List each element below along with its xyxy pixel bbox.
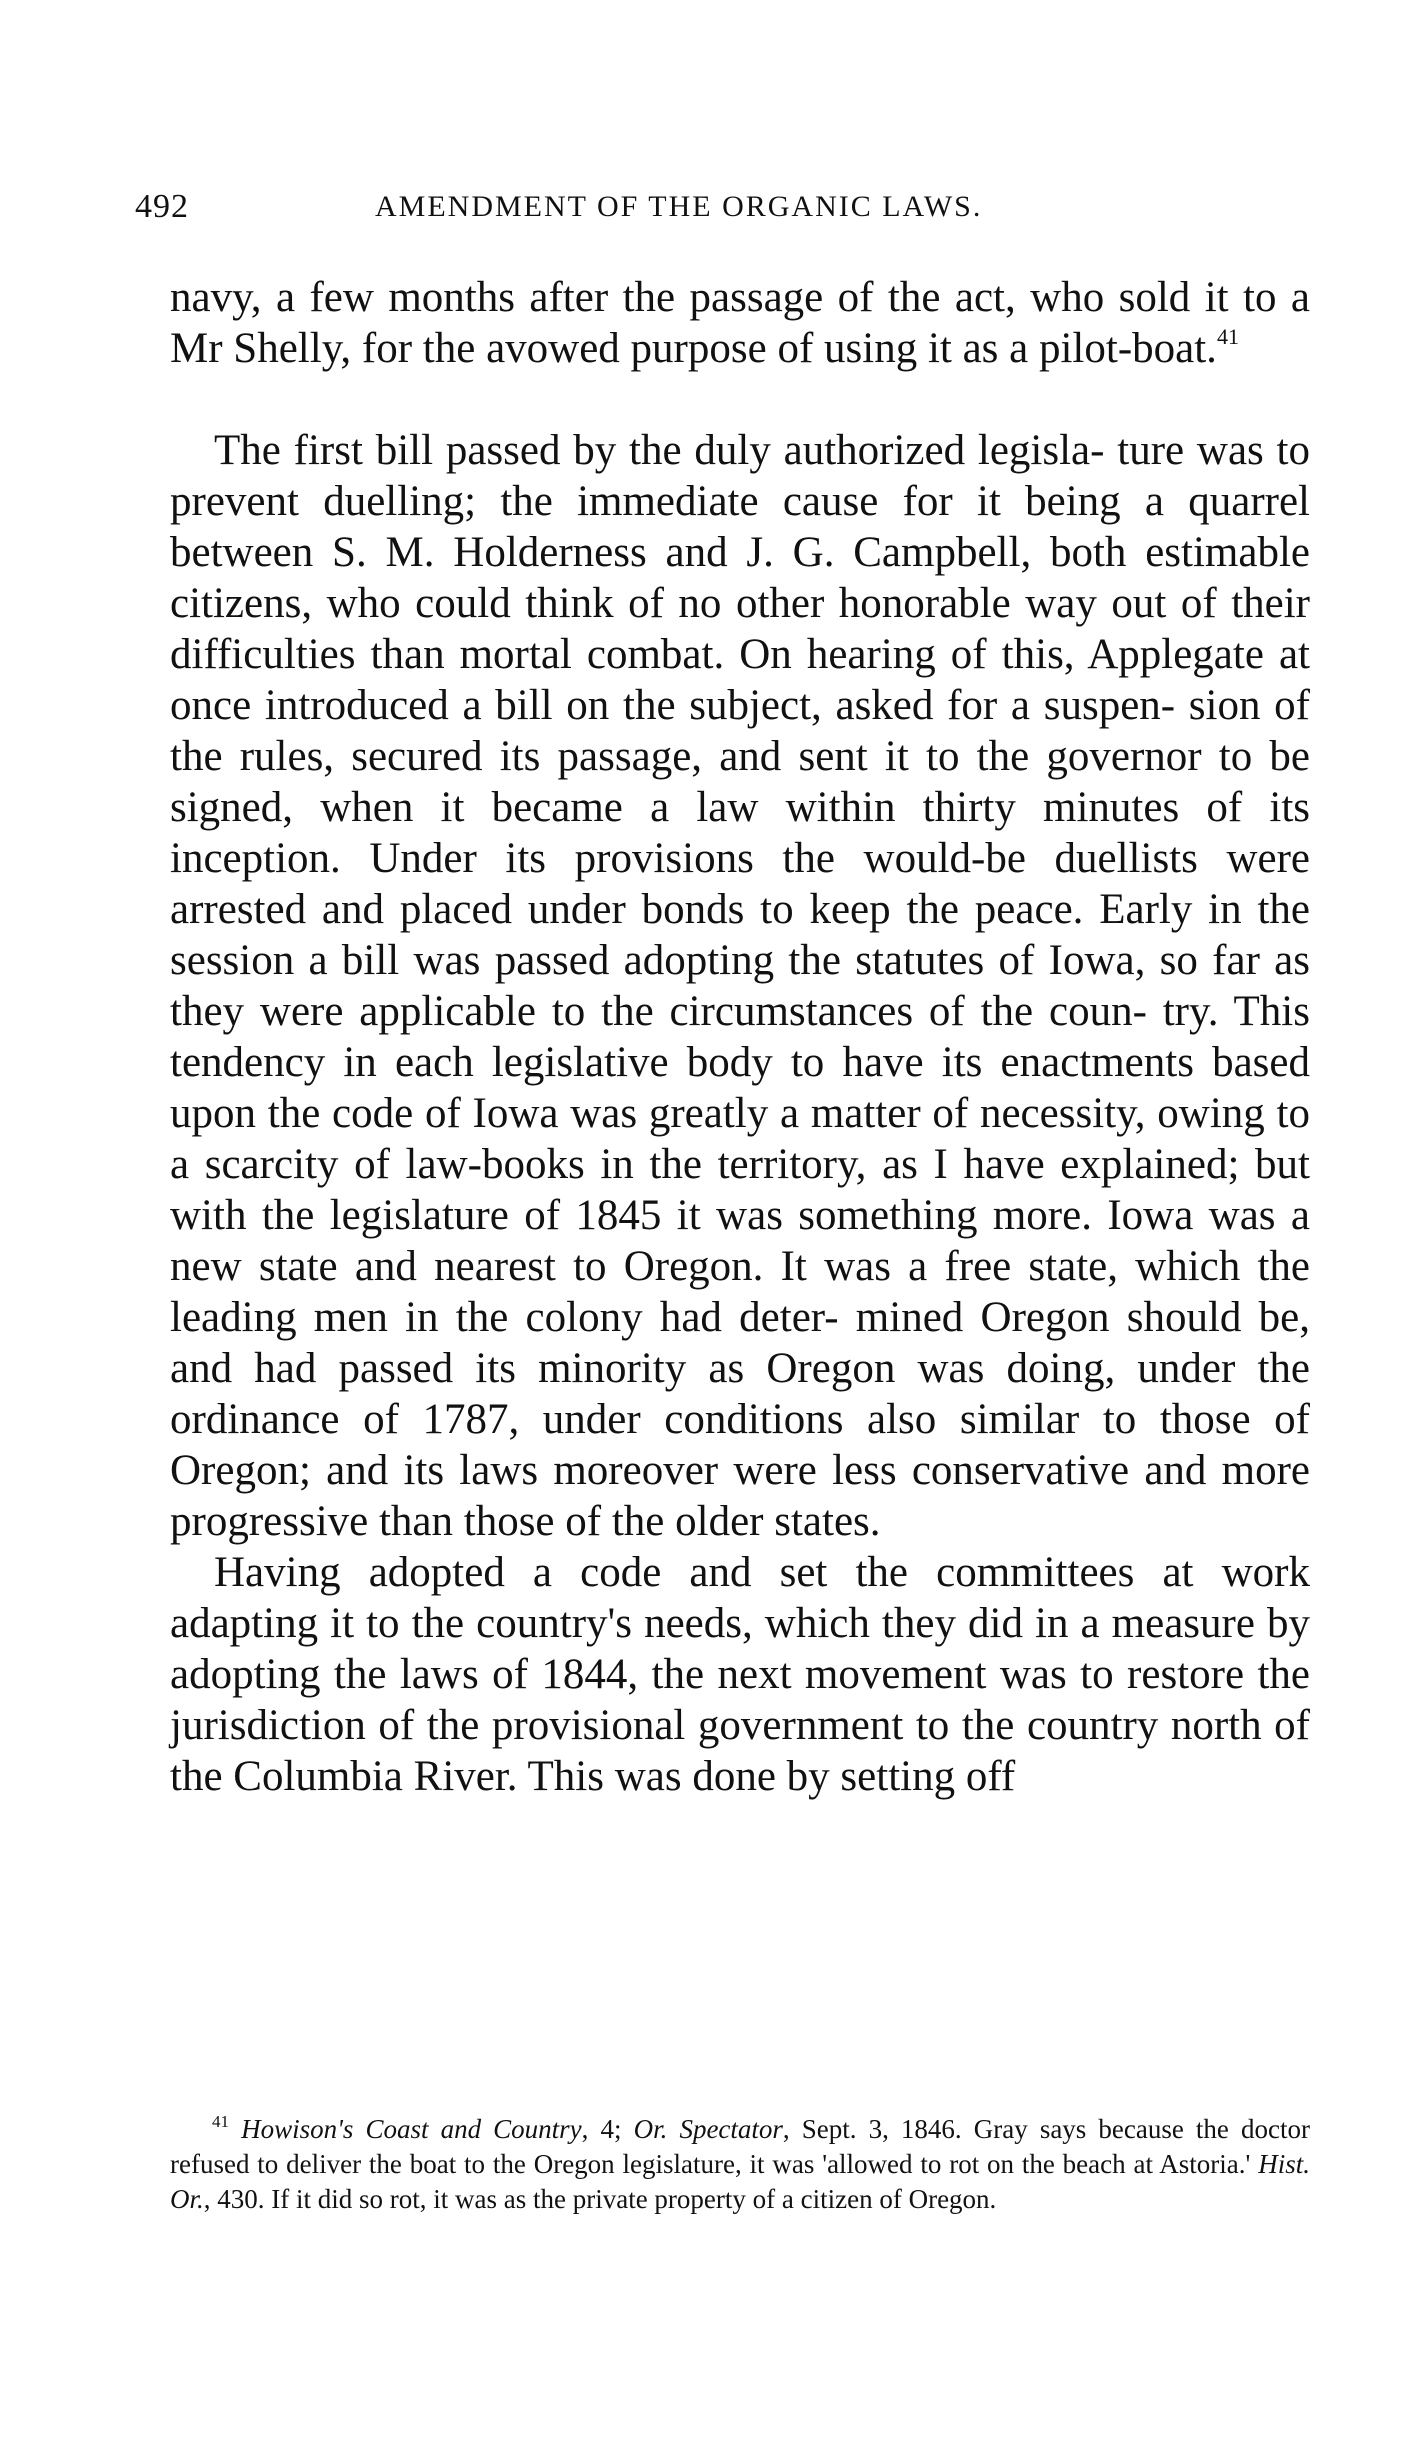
page-header bbox=[135, 188, 1310, 238]
footnote-reference: 41 bbox=[1216, 324, 1239, 349]
footnotes bbox=[170, 2112, 1310, 2217]
footnote-text-3: , 430. If it did so rot, it was as the private property of a citizen of Oregon. bbox=[203, 2184, 997, 2214]
paragraph-duelling-bill: The first bill passed by the duly authorized legisla- ture was to prevent duelling; the immediate cause for it being a quarrel between S. M. Holderness and J. G. Campbell, both estimable citizens, who could think of no other honorable way out of their difficulties than mortal combat. On hearing of this, Applegate at once introduced a bill on the subject, asked for a suspen- sion of the rules, secured its passage, and sent it to the governor to be signed, when it became a law within thirty minutes of its inception. Under its provisions the would-be duellists were arrested and placed under bonds to keep the peace. Early in the session a bill was passed adopting the statutes of Iowa, so far as they were applicable to the circumstances of the coun- try. This tendency in each legislative body to have its enactments based upon the code of Iowa was greatly a matter of necessity, owing to a scarcity of law-books in the territory, as I have explained; but with the legislature of 1845 it was something more. Iowa was a new state and nearest to Oregon. It was a free state, which the leading men in the colony had deter- mined Oregon should be, and had passed its minority as Oregon was doing, under the ordinance of 1787, under conditions also similar to those of Oregon; and its laws moreover were less conservative and more progressive than those of the older states. bbox=[170, 427, 1310, 1545]
footnote-source-spectator: Or. Spectator bbox=[633, 2114, 783, 2144]
footnote-text-2: , Sept. 3, 1846. Gray says because the doctor refused to deliver the boat to the Oregon legislature, it was 'allowed to rot on the beach at Astoria.' bbox=[170, 2114, 1310, 2179]
paragraph-1-text: navy, a few months after the passage of the act, who sold it to a Mr Shelly, for the avowed purpose of using it as a pilot-boat. bbox=[170, 274, 1310, 372]
paragraph-code-adoption: Having adopted a code and set the committees at work adapting it to the country's needs, which they did in a measure by adopting the laws of 1844, the next movement was to restore the jurisdiction of the provisional government to the country north of the Columbia River. This was done by setting off bbox=[170, 1549, 1310, 1800]
footnote-source-howison: Howison's Coast and Country bbox=[241, 2114, 582, 2144]
main-text bbox=[170, 272, 1310, 1802]
footnote-41 bbox=[170, 2112, 1310, 2217]
footnote-source-hist-or: Hist. Or. bbox=[170, 2149, 1310, 2214]
page-number: 492 bbox=[135, 188, 189, 225]
paragraph-continued bbox=[170, 272, 1310, 374]
footnote-text-1: , 4; bbox=[581, 2114, 634, 2144]
footnote-number: 41 bbox=[212, 2112, 229, 2131]
running-title: AMENDMENT OF THE ORGANIC LAWS. bbox=[375, 190, 983, 223]
